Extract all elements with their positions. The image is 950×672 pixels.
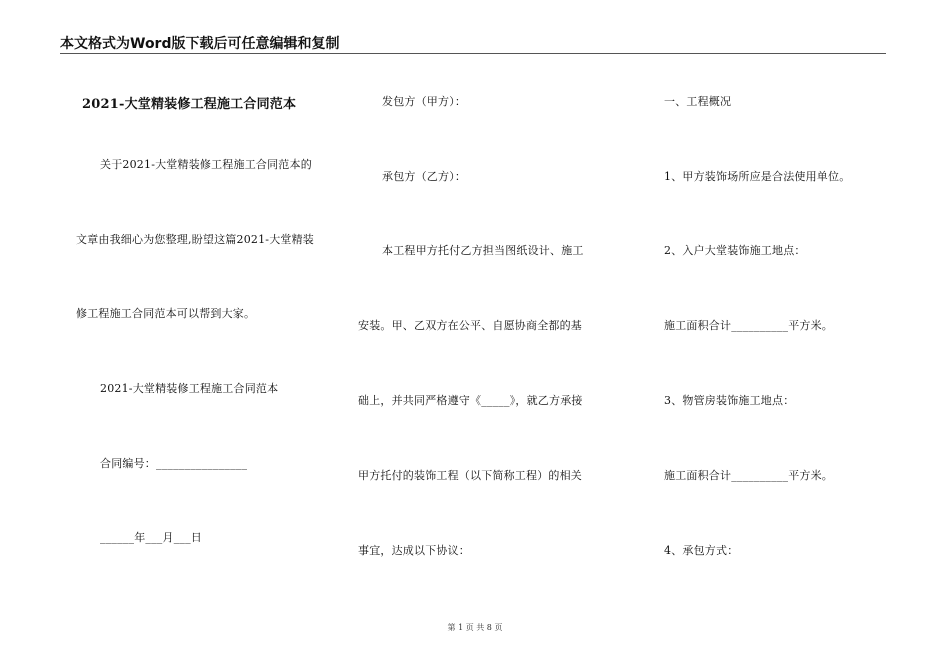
paragraph-line: 发包方（甲方）： — [382, 95, 467, 108]
document-title: 2021-大堂精装修工程施工合同范本 — [82, 97, 297, 112]
paragraph-line: 2、入户大堂装饰施工地点： — [664, 244, 806, 257]
paragraph-line: 关于2021-大堂精装修工程施工合同范本的 — [100, 158, 312, 171]
paragraph-line: 事宜，达成以下协议： — [358, 544, 470, 557]
paragraph-line: 施工面积合计__________平方米。 — [664, 469, 833, 482]
paragraph-line: 1、甲方装饰场所应是合法使用单位。 — [664, 170, 851, 183]
paragraph-line: 安装。甲、乙双方在公平、自愿协商全都的基 — [358, 319, 582, 332]
paragraph-line: 文章由我细心为您整理,盼望这篇2021-大堂精装 — [76, 233, 315, 246]
paragraph-line: 4、承包方式： — [664, 544, 739, 557]
paragraph-line: 施工面积合计__________平方米。 — [664, 319, 833, 332]
paragraph-line: 2021-大堂精装修工程施工合同范本 — [100, 382, 279, 395]
paragraph-line: 本工程甲方托付乙方担当图纸设计、施工 — [382, 244, 584, 257]
section-heading: 一、工程概况 — [664, 95, 732, 108]
paragraph-line: 3、物管房装饰施工地点： — [664, 394, 795, 407]
paragraph-line: 础上，并共同严格遵守《_____》，就乙方承接 — [358, 394, 583, 407]
header-rule — [60, 53, 886, 54]
page-number: 第 1 页 共 8 页 — [447, 623, 503, 632]
page-header: 本文格式为Word版下载后可任意编辑和复制 — [60, 36, 340, 52]
contract-number-line: 合同编号：________________ — [100, 457, 248, 470]
paragraph-line: 甲方托付的装饰工程（以下简称工程）的相关 — [358, 469, 582, 482]
date-line: ______年___月___日 — [100, 531, 202, 544]
paragraph-line: 承包方（乙方）： — [382, 170, 467, 183]
paragraph-line: 修工程施工合同范本可以帮到大家。 — [76, 307, 256, 320]
